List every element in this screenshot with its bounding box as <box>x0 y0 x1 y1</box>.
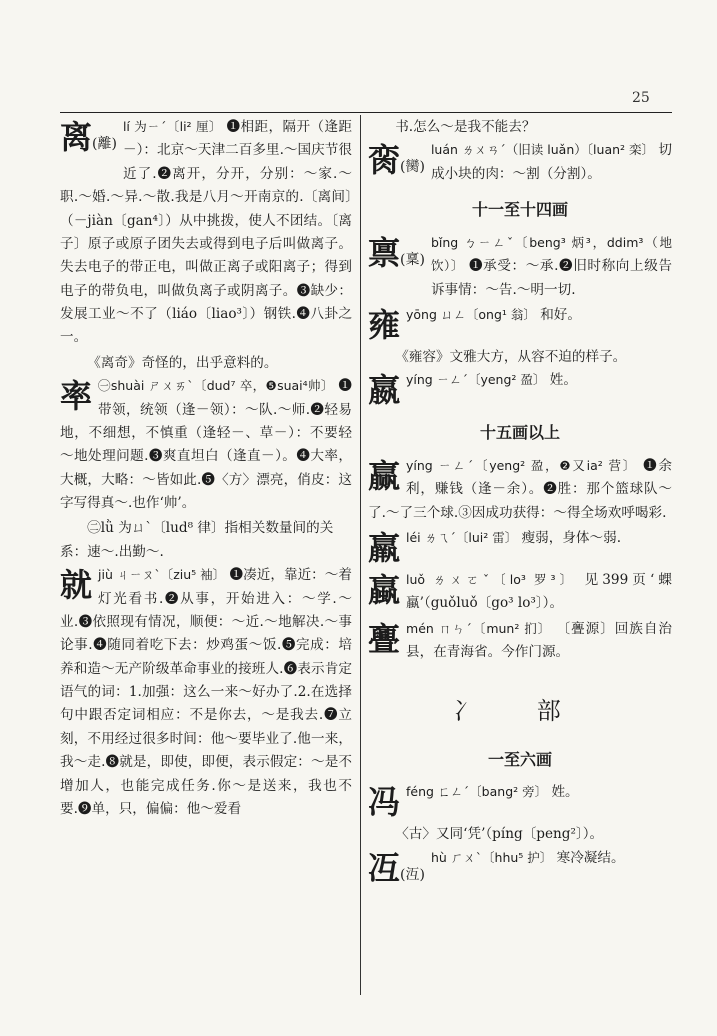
definition: ❶带领，统领（逢－领）：～队.～师.❷轻易地，不细想，不慎重（逢轻－、草－）：不要轻～地处理问题.❸爽直坦白（逢直－）。❹大率，大概，大略：～皆如此.❺〈方〉漂亮，俏皮：这字写得真～.也作‘帅’。 <box>60 378 352 511</box>
dictionary-entry <box>60 564 352 821</box>
definition-paragraph: 书.怎么～是我不能去？ <box>395 119 536 135</box>
definition-paragraph: ㊁lǜ 为ㄩˋ〔lud⁸ 律〕指相关数量间的关系：速～.出勤～. <box>60 520 334 560</box>
stroke-section-heading: 一至六画 <box>487 749 552 769</box>
definition-paragraph: 〈古〉又同‘凭’（píng〔peng²〕）。 <box>395 826 604 843</box>
headword: 冱(沍) <box>368 848 425 887</box>
dictionary-entry <box>60 116 352 350</box>
definition: 〔亹源〕回族自治县，在青海省。今作门源。 <box>406 620 672 661</box>
pronunciation: luán ㄌㄨㄢˊ（旧读 luǎn）〔luan² 栾〕 <box>430 142 655 158</box>
dictionary-entry <box>368 847 672 894</box>
headword: 雍 <box>368 306 401 345</box>
traditional-form: (臠) <box>400 159 425 176</box>
dictionary-entry <box>368 304 672 344</box>
dictionary-entry <box>368 232 672 302</box>
headword: 赢 <box>368 456 401 495</box>
dictionary-entry <box>368 527 672 567</box>
page-number: 25 <box>632 90 650 106</box>
traditional-form: (離) <box>92 136 117 152</box>
definition: ❶相距，隔开（逢距－）：北京～天津二百多里.～国庆节很近了.❷离开，分开，分别：～家.～职.～婚.～异.～散.我是八月～开南京的.〔离间〕（－jiàn〔gan⁴〕）从中挑拨，使人不团结。〔离子〕原子或原子团失去或得到电子后叫做离子。失去电子的带正电，叫做正离子或阳离子；得到电子的带负电，叫做负离子或阴离子。❸缺少：发展工业～不了（liáo〔liao³〕）钢铁.❹八卦之一。 <box>60 119 352 346</box>
pronunciation: mén ㄇㄣˊ〔mun² 扪〕 <box>406 620 552 636</box>
headword: 离(離) <box>60 118 117 156</box>
definition: ❶余利，赚钱（逢－余）。❷胜：那个篮球队～了.～了三个球.③因成功获得：～得全场欢呼喝彩. <box>368 457 672 521</box>
pronunciation: luǒ ㄌㄨㄛˇ〔lo³ 罗³〕 <box>406 572 577 588</box>
dictionary-entry <box>368 139 672 186</box>
dictionary-entry <box>368 569 672 616</box>
headword: 冯 <box>368 783 401 822</box>
headword: 脔(臠) <box>368 141 425 180</box>
dictionary-entry <box>368 369 672 409</box>
pronunciation: féng ㄈㄥˊ〔bang² 旁〕 <box>406 784 548 800</box>
dictionary-entry <box>60 375 352 515</box>
pronunciation: ㊀shuài ㄕㄨㄞˋ〔dud⁷ 卒，❺suai⁴帅〕 <box>98 378 334 394</box>
definition: 和好。 <box>540 307 581 324</box>
pronunciation: yíng ㄧㄥˊ〔yeng² 盈〕 <box>406 372 546 388</box>
headword: 就 <box>60 566 93 605</box>
definition-paragraph: 《离奇》奇怪的，出乎意料的。 <box>87 354 278 371</box>
definition-paragraph: 《雍容》文雅大方，从容不迫的样子。 <box>395 349 627 366</box>
definition: 瘦弱，身体～弱. <box>521 530 622 547</box>
pronunciation: jiù ㄐㄧㄡˋ〔ziu⁵ 袖〕 <box>98 567 226 583</box>
definition: 姓。 <box>551 784 579 801</box>
pronunciation: léi ㄌㄟˊ〔lui² 雷〕 <box>406 530 518 546</box>
traditional-form: (稟) <box>400 251 425 268</box>
definition: 寒冷凝结。 <box>556 849 625 866</box>
pronunciation: yōng ㄩㄥ〔ong¹ 翁〕 <box>406 307 536 323</box>
pronunciation: lí 为ㄧˊ〔li² 厘〕 <box>122 119 222 134</box>
left-column <box>60 116 352 823</box>
headword: 羸 <box>368 529 401 568</box>
definition: ❶凑近，靠近：～着灯光看书.❷从事，开始进入：～学.～业.❸依照现有情况，顺便：～近.～地解决.～事论事.❹随同着吃下去：炒鸡蛋～饭.❺完成：培养和造～无产阶级革命事业的接班人.❻表示肯定语气的词：1.加强：这么一来～好办了.2.在选择句中跟否定词相应：不是你去，～是我去.❼立刻，不用经过很多时间：他～要毕业了.他一来，我～走.❽就是，即使，即便，表示假定：～是不增加人，也能完成任务.你～是送来，我也不要.❾单，只，偏偏：他～爱看 <box>60 567 352 817</box>
pronunciation: bǐng ㄅㄧㄥˇ〔beng³ 炳³，ddim³（地饮）〕 <box>430 234 672 274</box>
dictionary-entry <box>368 618 672 665</box>
dictionary-entry <box>368 455 672 525</box>
pronunciation: yíng ㄧㄥˊ〔yeng² 盈，❷又ia² 营〕 <box>406 457 637 473</box>
headword: 蠃 <box>368 571 401 610</box>
stroke-section-heading: 十五画以上 <box>479 423 560 443</box>
traditional-form: (沍) <box>400 866 425 883</box>
stroke-section-heading: 十一至十四画 <box>471 200 568 220</box>
headword: 亹 <box>368 619 401 658</box>
definition: 见399页‘蜾蠃’（guǒluǒ〔go³ lo³〕）。 <box>406 572 672 612</box>
right-column <box>368 116 672 896</box>
column-divider <box>360 115 361 995</box>
definition: 姓。 <box>549 372 577 389</box>
header-rule <box>60 112 672 113</box>
headword: 率 <box>60 377 93 416</box>
headword: 嬴 <box>368 371 401 410</box>
dictionary-entry <box>368 781 672 821</box>
definition: 切成小块的肉：～割（分割）。 <box>430 142 672 182</box>
headword: 禀(稟) <box>368 233 425 272</box>
radical-heading: 冫 部 <box>453 696 587 725</box>
pronunciation: hù ㄏㄨˋ〔hhu⁵ 护〕 <box>430 849 553 865</box>
definition: ❶承受：～承.❷旧时称向上级告诉事情：～告.～明一切. <box>430 258 672 298</box>
